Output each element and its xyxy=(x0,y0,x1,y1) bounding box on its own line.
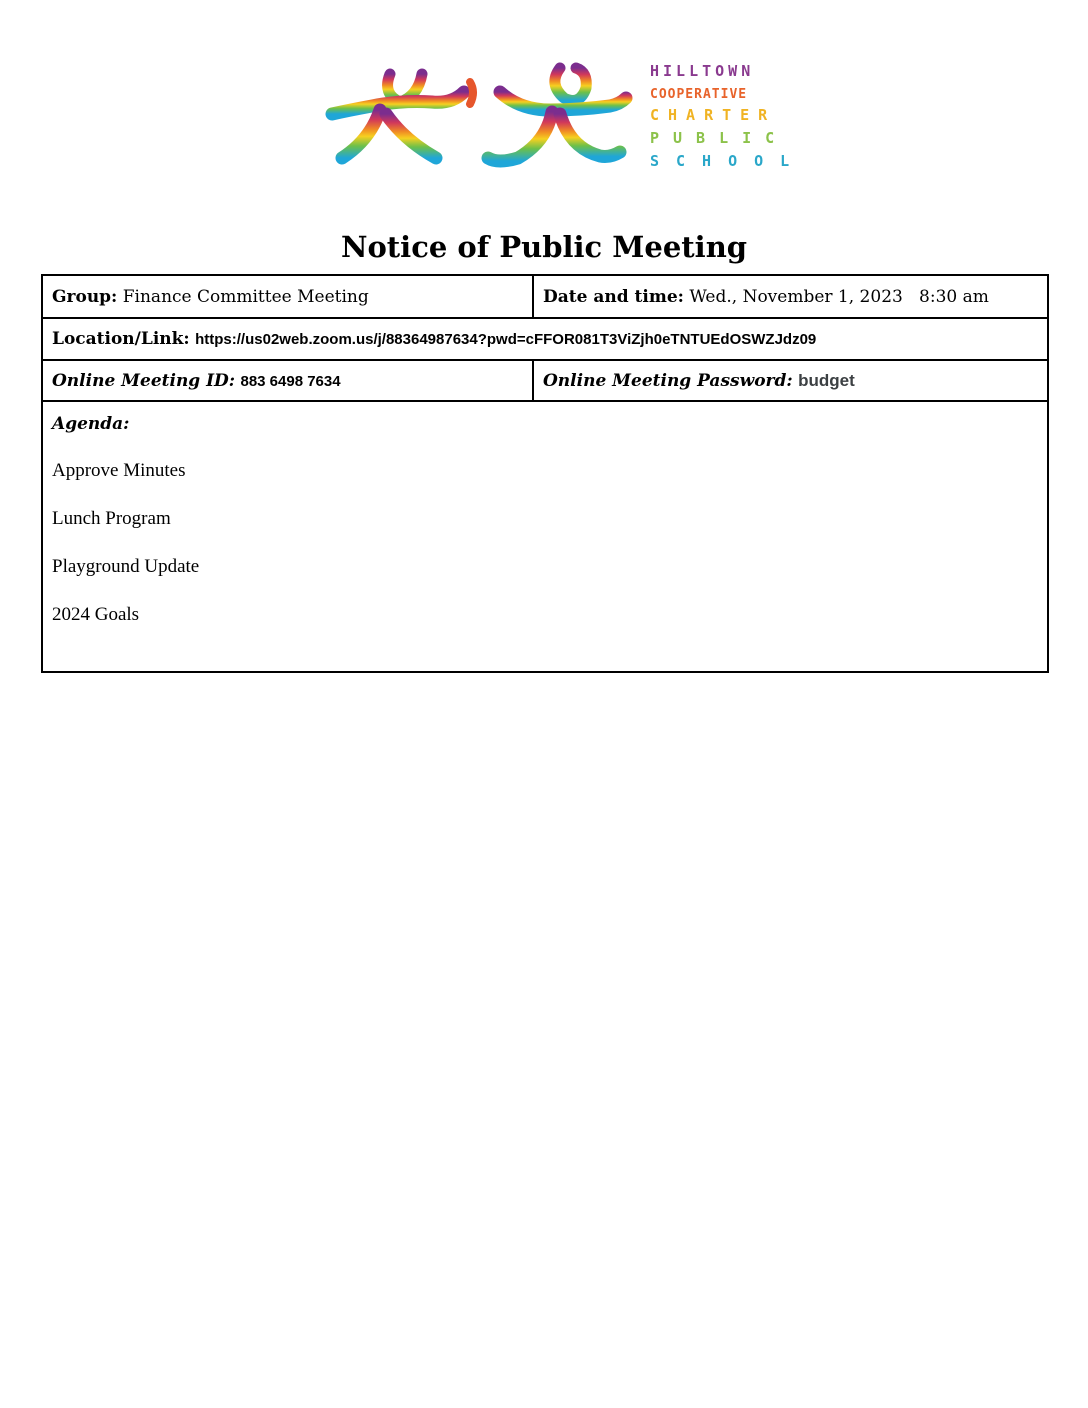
right-figure-shape xyxy=(488,68,626,161)
password-value: budget xyxy=(798,370,855,390)
group-cell xyxy=(42,275,533,318)
datetime-label: Date and time: xyxy=(543,286,684,307)
agenda-cell xyxy=(42,401,1048,672)
agenda-item: Lunch Program xyxy=(52,508,171,529)
table-row xyxy=(42,401,1048,672)
logo-graphic xyxy=(320,52,807,182)
group-value: Finance Committee Meeting xyxy=(122,286,369,307)
table-row xyxy=(42,360,1048,401)
agenda-item: Playground Update xyxy=(52,556,200,577)
group-label: Group: xyxy=(52,286,118,307)
logo-text-line: COOPERATIVE xyxy=(650,87,748,102)
logo-text-line: HILLTOWN xyxy=(650,62,755,80)
agenda-item: Approve Minutes xyxy=(52,460,186,481)
meeting-id-label: Online Meeting ID: xyxy=(52,370,236,391)
left-figure-shape xyxy=(332,74,464,158)
logo-text-line: CHARTER xyxy=(650,106,777,124)
datetime-cell xyxy=(533,275,1048,318)
meeting-id-cell xyxy=(42,360,533,401)
table-row xyxy=(42,318,1048,360)
location-link[interactable]: https://us02web.zoom.us/j/88364987634?pwd=cFFOR081T3ViZjh0eTNTUEdOSWZJdz09 xyxy=(195,331,817,348)
agenda-item: 2024 Goals xyxy=(52,604,140,625)
meeting-id-value: 883 6498 7634 xyxy=(240,372,341,390)
logo-text-line: PUBLIC xyxy=(650,129,789,147)
school-logo xyxy=(320,52,807,182)
logo-text-line: SCHOOL xyxy=(650,152,807,170)
page-title: Notice of Public Meeting xyxy=(340,230,748,264)
location-label: Location/Link: xyxy=(52,329,190,349)
meeting-info-table xyxy=(41,274,1049,673)
agenda-label: Agenda: xyxy=(52,414,130,434)
password-cell xyxy=(533,360,1048,401)
center-splash-shape xyxy=(470,82,473,104)
datetime-value: Wed., November 1, 2023 8:30 am xyxy=(689,286,989,307)
table-row xyxy=(42,275,1048,318)
location-cell xyxy=(42,318,1048,360)
password-label: Online Meeting Password: xyxy=(543,370,793,391)
